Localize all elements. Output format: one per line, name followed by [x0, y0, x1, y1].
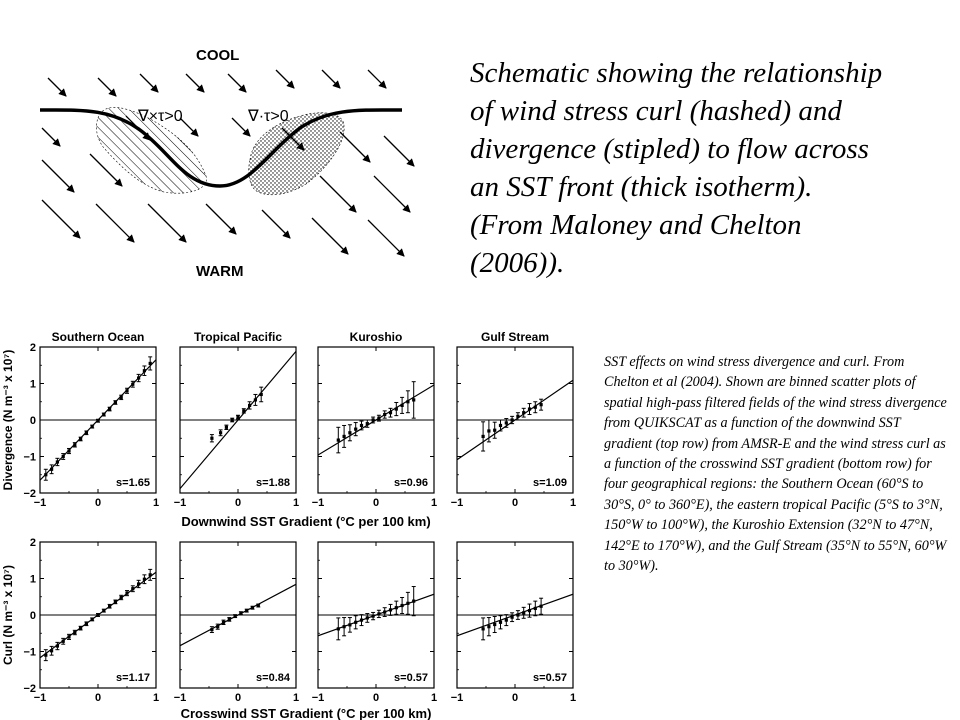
x-tick-label: 1	[430, 497, 438, 509]
data-point	[499, 621, 502, 624]
data-point	[412, 398, 415, 401]
panel-title: Tropical Pacific	[193, 330, 283, 344]
data-point	[67, 449, 70, 452]
data-point	[102, 413, 105, 416]
x-tick-label: −1	[33, 497, 47, 509]
x-tick-label: 1	[569, 692, 577, 704]
x-tick-label: 1	[292, 692, 300, 704]
data-point	[389, 608, 392, 611]
panel-title: Gulf Stream	[480, 330, 550, 344]
data-point	[137, 376, 140, 379]
data-point	[125, 389, 128, 392]
data-point	[343, 625, 346, 628]
data-point	[73, 631, 76, 634]
x-tick-label: 1	[152, 692, 160, 704]
y-tick-label: −2	[23, 683, 36, 695]
front-schematic	[0, 0, 460, 300]
slope-label: s=0.84	[256, 672, 290, 684]
slope-label: s=1.65	[116, 477, 150, 489]
panel-bottom-1	[1, 537, 159, 704]
slope-label: s=0.96	[394, 477, 428, 489]
wind-arrows	[42, 70, 414, 256]
data-point	[210, 437, 213, 440]
data-point	[383, 413, 386, 416]
data-point	[149, 362, 152, 365]
y-axis-label: Curl (N m⁻³ x 10⁷)	[1, 565, 15, 665]
panel-top-3	[312, 330, 437, 509]
panels-caption: SST effects on wind stress divergence and curl. From Chelton et al (2004). Shown are binned scatter plots of spatial high-pass filtered fields of the wind stress divergence from QUIKSCAT as a function of the downwind SST gradient (top row) from AMSR-E and the wind stress curl as a function of the crosswind SST gradient (bottom row) for four geographical regions: the Southern Ocean (60°S to 30°S, 0° to 360°E), the eastern tropical Pacific (5°S to 3°N, 150°W to 100°W), the Kuroshio Extension (32°N to 47°N, 142°E to 170°W), and the Gulf Stream (35°N to 55°N, 60°W to 30°W).	[604, 354, 947, 575]
data-point	[91, 425, 94, 428]
data-point	[234, 614, 237, 617]
data-point	[62, 640, 65, 643]
data-point	[245, 609, 248, 612]
x-tick-label: −1	[173, 497, 187, 509]
data-point	[511, 616, 514, 619]
data-point	[366, 422, 369, 425]
y-tick-label: 1	[29, 378, 36, 391]
data-point	[337, 627, 340, 630]
data-point	[534, 406, 537, 409]
data-point	[120, 596, 123, 599]
y-tick-label: 2	[29, 342, 36, 354]
data-point	[257, 604, 260, 607]
data-point	[482, 627, 485, 630]
data-point	[236, 415, 239, 418]
panel-bottom-4	[451, 542, 576, 704]
data-point	[493, 429, 496, 432]
data-point	[114, 401, 117, 404]
data-point	[120, 396, 123, 399]
data-point	[337, 438, 340, 441]
data-point	[412, 600, 415, 603]
x-tick-label: 1	[569, 497, 577, 509]
data-point	[528, 609, 531, 612]
data-point	[137, 582, 140, 585]
x-tick-label: 1	[292, 497, 300, 509]
data-point	[482, 435, 485, 438]
data-point	[149, 573, 152, 576]
data-point	[85, 622, 88, 625]
data-point	[343, 435, 346, 438]
x-tick-label: 0	[372, 692, 380, 704]
data-point	[143, 369, 146, 372]
data-point	[528, 407, 531, 410]
data-point	[131, 383, 134, 386]
data-point	[505, 421, 508, 424]
panel-top-4	[451, 330, 576, 509]
data-point	[260, 393, 263, 396]
x-tick-label: −1	[311, 497, 325, 509]
y-axis-label: Divergence (N m⁻³ x 10⁷)	[1, 349, 15, 491]
data-point	[44, 473, 47, 476]
data-point	[406, 400, 409, 403]
data-point	[79, 437, 82, 440]
data-point	[499, 424, 502, 427]
panel-bottom-3	[312, 542, 437, 704]
x-tick-label: −1	[450, 692, 464, 704]
data-point	[79, 627, 82, 630]
data-point	[516, 415, 519, 418]
data-point	[406, 602, 409, 605]
x-tick-label: 1	[152, 497, 160, 509]
data-point	[377, 612, 380, 615]
data-point	[85, 431, 88, 434]
data-point	[73, 443, 76, 446]
data-point	[360, 424, 363, 427]
x-tick-label: 1	[430, 692, 438, 704]
data-point	[522, 611, 525, 614]
x-tick-label: −1	[450, 497, 464, 509]
data-point	[114, 600, 117, 603]
data-point	[248, 404, 251, 407]
top-x-axis-label: Downwind SST Gradient (°C per 100 km)	[181, 514, 431, 529]
divergence-stippled-region	[249, 113, 344, 195]
data-point	[242, 409, 245, 412]
data-point	[143, 578, 146, 581]
x-tick-label: 0	[372, 497, 380, 509]
data-point	[56, 644, 59, 647]
y-tick-label: 0	[29, 415, 36, 427]
schematic-caption: Schematic showing the relationship of wind stress curl (hashed) and divergence (stipled) to flow across an SST front (thick isotherm). (From Maloney and Chelton (2006)).	[470, 57, 883, 279]
slope-label: s=0.57	[533, 672, 567, 684]
data-point	[366, 616, 369, 619]
data-point	[67, 635, 70, 638]
x-tick-label: −1	[311, 692, 325, 704]
top-row-axis-label	[181, 514, 432, 720]
x-tick-label: 0	[234, 497, 242, 509]
x-tick-label: 0	[234, 692, 242, 704]
data-point	[372, 614, 375, 617]
data-point	[131, 587, 134, 590]
x-tick-label: 0	[511, 497, 519, 509]
data-point	[102, 609, 105, 612]
panel-title: Kuroshio	[349, 330, 403, 344]
data-point	[540, 403, 543, 406]
data-point	[50, 468, 53, 471]
data-point	[389, 411, 392, 414]
data-point	[401, 604, 404, 607]
data-point	[254, 398, 257, 401]
data-point	[216, 625, 219, 628]
y-tick-label: −1	[23, 646, 36, 659]
y-tick-label: 2	[29, 537, 36, 549]
data-point	[395, 407, 398, 410]
curl-label: ∇×τ>0	[138, 108, 183, 125]
sst-front-isotherm	[40, 110, 402, 186]
data-point	[360, 619, 363, 622]
data-point	[108, 407, 111, 410]
data-point	[516, 613, 519, 616]
data-point	[222, 621, 225, 624]
data-point	[354, 621, 357, 624]
data-point	[96, 613, 99, 616]
data-point	[239, 612, 242, 615]
data-point	[348, 431, 351, 434]
data-point	[354, 428, 357, 431]
data-point	[108, 605, 111, 608]
warm-label: WARM	[196, 263, 244, 280]
data-point	[56, 460, 59, 463]
data-point	[91, 618, 94, 621]
x-tick-label: −1	[33, 692, 47, 704]
data-point	[62, 455, 65, 458]
y-tick-label: 0	[29, 610, 36, 622]
data-point	[231, 418, 234, 421]
data-point	[225, 426, 228, 429]
data-point	[522, 411, 525, 414]
x-tick-label: 0	[94, 497, 102, 509]
data-point	[50, 649, 53, 652]
slope-label: s=0.57	[394, 672, 428, 684]
slope-label: s=1.17	[116, 672, 150, 684]
data-point	[228, 618, 231, 621]
data-point	[372, 418, 375, 421]
panel-title: Southern Ocean	[51, 330, 145, 344]
y-tick-label: 1	[29, 573, 36, 586]
slope-label: s=1.09	[533, 477, 567, 489]
cool-label: COOL	[196, 47, 240, 64]
scatter-panels	[0, 300, 600, 720]
x-tick-label: 0	[511, 692, 519, 704]
data-point	[487, 625, 490, 628]
panel-top-1	[1, 330, 159, 509]
data-point	[96, 419, 99, 422]
x-tick-label: −1	[173, 692, 187, 704]
data-point	[125, 592, 128, 595]
data-point	[348, 623, 351, 626]
divergence-label: ∇·τ>0	[248, 108, 289, 125]
bottom-x-axis-label: Crosswind SST Gradient (°C per 100 km)	[180, 706, 432, 720]
data-point	[511, 418, 514, 421]
y-tick-label: −2	[23, 488, 36, 500]
data-point	[251, 606, 254, 609]
data-point	[395, 606, 398, 609]
data-point	[210, 628, 213, 631]
data-point	[493, 623, 496, 626]
x-tick-label: 0	[94, 692, 102, 704]
y-tick-label: −1	[23, 451, 36, 464]
data-point	[534, 607, 537, 610]
data-point	[383, 610, 386, 613]
data-point	[377, 417, 380, 420]
panel-bottom-2	[174, 542, 299, 704]
data-point	[505, 619, 508, 622]
data-point	[219, 431, 222, 434]
data-point	[540, 605, 543, 608]
data-point	[44, 654, 47, 657]
panel-top-2	[174, 330, 299, 509]
data-point	[401, 404, 404, 407]
slope-label: s=1.88	[256, 477, 290, 489]
data-point	[487, 429, 490, 432]
